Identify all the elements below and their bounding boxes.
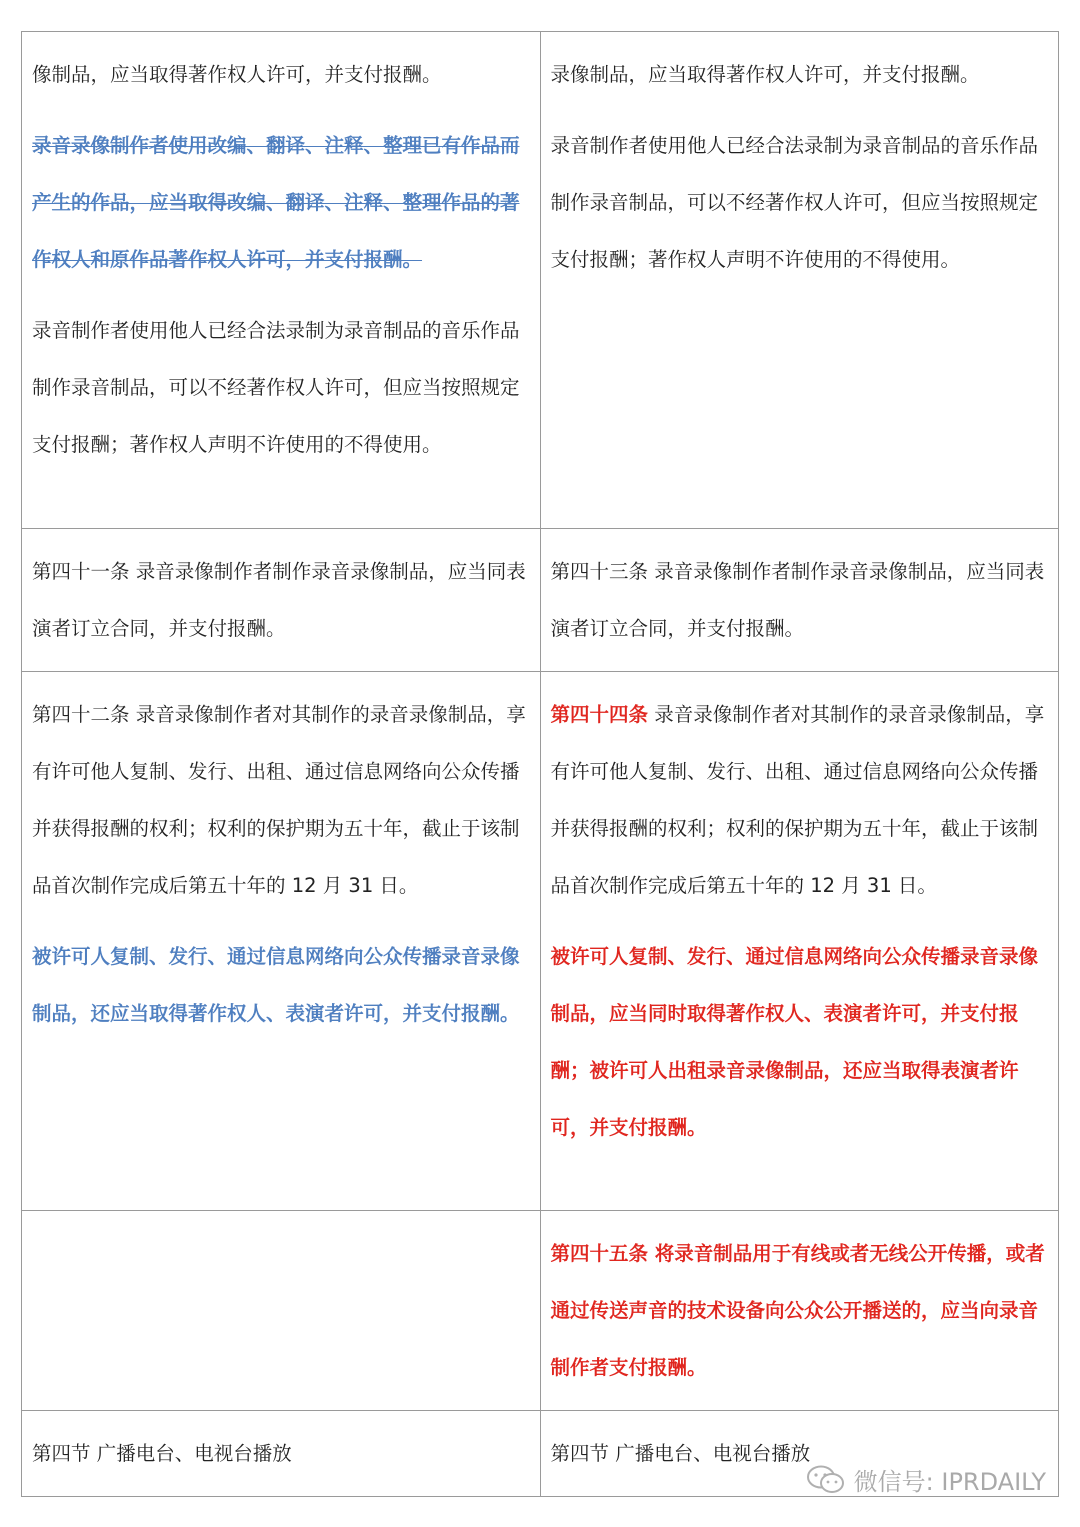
clause-paragraph bbox=[551, 1225, 1050, 1396]
clause-text: 录音录像制作者使用改编、翻译、注释、整理已有作品而产生的作品，应当取得改编、翻译、注释、整理作品的著作权人和原作品著作权人许可，并支付报酬。 bbox=[32, 134, 520, 271]
watermark-text: 微信号: IPRDAILY bbox=[853, 1468, 1046, 1496]
clause-paragraph bbox=[32, 686, 531, 914]
clause-text: 第四十二条 录音录像制作者对其制作的录音录像制品，享有许可他人复制、发行、出租、通过信息网络向公众传播并获得报酬的权利；权利的保护期为五十年，截止于该制品首次制作完成后第五十年的 12 月 31 日。 bbox=[32, 703, 526, 897]
table-row bbox=[22, 1211, 1059, 1411]
old-version-cell bbox=[22, 529, 541, 672]
clause-text: 第四十五条 将录音制品用于有线或者无线公开传播，或者通过传送声音的技术设备向公众公开播送的，应当向录音制作者支付报酬。 bbox=[550, 1242, 1045, 1379]
comparison-table bbox=[21, 31, 1059, 1497]
table-row bbox=[22, 32, 1059, 529]
watermark bbox=[806, 1462, 1046, 1497]
old-version-cell bbox=[22, 32, 541, 529]
clause-text: 录音录像制作者对其制作的录音录像制品，享有许可他人复制、发行、出租、通过信息网络向公众传播并获得报酬的权利；权利的保护期为五十年，截止于该制品首次制作完成后第五十年的 12 月 31 日。 bbox=[550, 703, 1045, 897]
old-version-cell bbox=[22, 672, 541, 1211]
clause-text: 被许可人复制、发行、通过信息网络向公众传播录音录像制品，应当同时取得著作权人、表演者许可，并支付报酬；被许可人出租录音录像制品，还应当取得表演者许可，并支付报酬。 bbox=[550, 945, 1039, 1139]
new-version-cell bbox=[540, 672, 1059, 1211]
table-row bbox=[22, 529, 1059, 672]
table-row bbox=[22, 672, 1059, 1211]
clause-paragraph bbox=[32, 46, 531, 103]
clause-text: 录音制作者使用他人已经合法录制为录音制品的音乐作品制作录音制品，可以不经著作权人许可，但应当按照规定支付报酬；著作权人声明不许使用的不得使用。 bbox=[32, 319, 520, 456]
clause-paragraph bbox=[551, 686, 1050, 914]
old-version-cell bbox=[22, 1211, 541, 1411]
clause-paragraph bbox=[551, 543, 1050, 657]
clause-text: 第四节 广播电台、电视台播放 bbox=[550, 1442, 811, 1465]
article-number: 第四十四条 bbox=[550, 703, 649, 726]
clause-paragraph bbox=[32, 302, 531, 473]
clause-paragraph bbox=[32, 117, 531, 288]
old-version-cell bbox=[22, 1411, 541, 1497]
clause-text: 录音制作者使用他人已经合法录制为录音制品的音乐作品制作录音制品，可以不经著作权人许可，但应当按照规定支付报酬；著作权人声明不许使用的不得使用。 bbox=[550, 134, 1039, 271]
clause-paragraph bbox=[32, 543, 531, 657]
clause-paragraph bbox=[551, 46, 1050, 103]
clause-paragraph bbox=[551, 928, 1050, 1156]
clause-text: 录像制品，应当取得著作权人许可，并支付报酬。 bbox=[550, 63, 980, 86]
clause-text: 第四十一条 录音录像制作者制作录音录像制品，应当同表演者订立合同，并支付报酬。 bbox=[32, 560, 526, 640]
wechat-icon bbox=[806, 1464, 846, 1496]
clause-paragraph bbox=[551, 117, 1050, 288]
clause-text: 像制品，应当取得著作权人许可，并支付报酬。 bbox=[32, 63, 442, 86]
new-version-cell bbox=[540, 1211, 1059, 1411]
clause-text: 第四十三条 录音录像制作者制作录音录像制品，应当同表演者订立合同，并支付报酬。 bbox=[550, 560, 1045, 640]
new-version-cell bbox=[540, 529, 1059, 672]
new-version-cell bbox=[540, 32, 1059, 529]
clause-text: 第四节 广播电台、电视台播放 bbox=[32, 1442, 292, 1465]
clause-paragraph bbox=[32, 928, 531, 1042]
clause-paragraph bbox=[32, 1425, 531, 1482]
clause-text: 被许可人复制、发行、通过信息网络向公众传播录音录像制品，还应当取得著作权人、表演者许可，并支付报酬。 bbox=[32, 945, 520, 1025]
